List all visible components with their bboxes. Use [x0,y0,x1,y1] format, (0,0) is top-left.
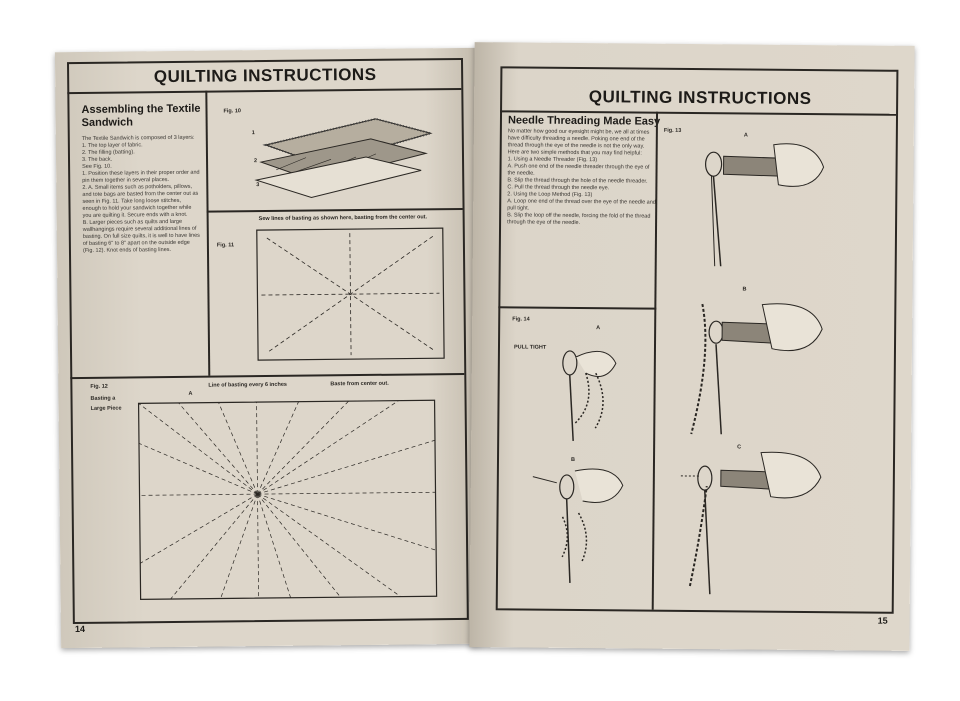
fig11-basting-diagram [257,228,444,360]
fig13a-needle-threader [683,136,834,277]
fig12-caption-b: Baste from center out. [330,380,389,388]
left-page-number: 14 [74,623,85,635]
fig10-layer-1: 1 [251,130,255,137]
fig13c-needle-threader [670,446,831,597]
fig13-label: Fig. 13 [663,127,682,134]
fig10-textile-layers [236,108,437,200]
fig13b-needle-threader [681,294,832,445]
fig12-side-caption: Basting a Large Piece [90,395,122,412]
section-heading: Assembling the Textile Sandwich [81,102,201,129]
right-page-number: 15 [877,615,888,626]
fig14a-loop-method [535,333,636,444]
right-section-heading: Needle Threading Made Easy [507,114,661,128]
fig13-step-b: B [742,286,747,293]
left-page [55,48,481,648]
fig14-label: Fig. 14 [512,316,530,323]
fig11-caption: Sew lines of basting as shown here, basting from the center out. [258,214,428,223]
right-body-text: No matter how good our eyesight might be, we all at times have difficulty threading a needle. Poking one end of the thread through the eye of the needle is not the only way. Here are two simple methods that you may find helpful: 1. Using a Needle Threader (Fig. 13) A. Push one end of the needle threader through the eye of the needle. B. Slip the thread through the hole of the needle threader. C. Pull the thread through the needle eye. 2. Using the Loop Method (Fig. 13) A. Loop one end of the thread over the eye of the needle and pull tight. B. Slip the loop off the needle, forcing the fold of the thread through the eye of the needle. [507,128,656,227]
fig14-step-a: A [596,325,601,332]
fig14-pull-tight: PULL TIGHT [513,344,547,351]
fig10-label: Fig. 10 [223,108,241,115]
fig12-label: Fig. 12 [90,383,108,390]
right-page [469,42,914,651]
fig14b-loop-method [522,457,633,588]
fig12-marker: A [188,390,193,397]
right-page-title: QUILTING INSTRUCTIONS [588,87,812,109]
body-text: The Textile Sandwich is composed of 3 layers: 1. The top layer of fabric. 2. The filling (batting). 3. The back. See Fig. 10. 1. Position these layers in their proper order and pin them together in several places. 2. A. Small items such as potholders, pillows, and tote bags are basted from the center out as seen in Fig. 11. Take long loose stitches, enough to hold your sandwich together while you are quilting it. Secure ends with a knot. B. Larger pieces such as quilts and large wallhangings require several additional lines of basting. On full size quilts, it is well to have lines of basting 6" to 8" apart on the outside edge (Fig. 12). Knot ends of basting lines. [81,134,200,254]
fig10-layer-3: 3 [256,182,260,189]
fig14-step-b: B [570,456,576,463]
left-page-title: QUILTING INSTRUCTIONS [153,64,377,87]
fig10-layer-2: 2 [254,158,258,165]
fig12-caption-a: Line of basting every 6 inches [208,381,287,389]
fig12-basting-diagram [139,400,437,599]
fig13-step-a: A [743,132,748,139]
fig13-step-c: C [737,444,742,451]
fig11-label: Fig. 11 [216,242,235,249]
